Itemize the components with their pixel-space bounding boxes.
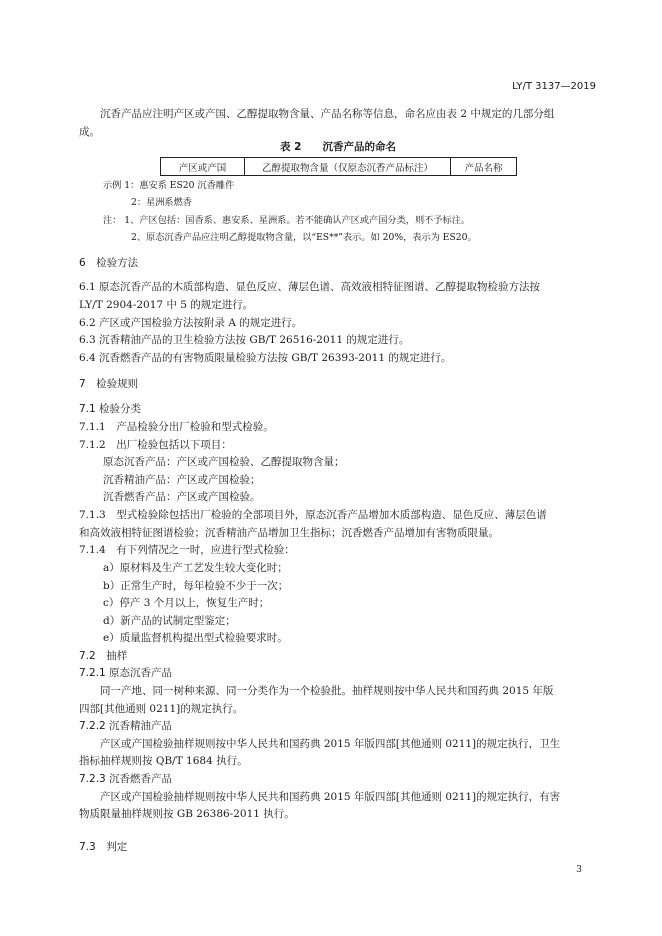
clause-7-2-heading: 7.2 抽样	[79, 650, 128, 662]
section-7-heading: 7 检验规则	[79, 378, 139, 390]
table-caption: 表 2 沉香产品的命名	[280, 141, 396, 153]
list-item: b）正常生产时，每年检验不少于一次；	[103, 580, 289, 592]
clause-7-1-1: 7.1.1 产品检验分出厂检验和型式检验。	[79, 421, 274, 433]
note-1: 注： 1、产区包括：国香系、惠安系、星洲系。若不能确认产区或产国分类，则不予标注。	[103, 215, 471, 226]
standard-code: LY/T 3137—2019	[512, 81, 596, 92]
list-item: c）停产 3 个月以上，恢复生产时；	[103, 597, 270, 609]
clause-7-1-3-line-2: 和高效液相特征图谱检验；沉香精油产品增加卫生指标；沉香燃香产品增加有害物质限量。	[79, 527, 499, 539]
clause-7-2-3-line-1: 产区或产国检验抽样规则按中华人民共和国药典 2015 年版四部[其他通则 0211]的规定执行，有害	[100, 791, 561, 803]
list-item: a）原材料及生产工艺发生较大变化时；	[103, 562, 288, 574]
clause-7-2-2-line-1: 产区或产国检验抽样规则按中华人民共和国药典 2015 年版四部[其他通则 0211]的规定执行，卫生	[100, 738, 561, 750]
page-number: 3	[576, 864, 582, 875]
clause-7-2-1-heading: 7.2.1 原态沉香产品	[79, 667, 173, 679]
clause-7-2-1-line-2: 四部[其他通则 0211]的规定执行。	[79, 703, 244, 715]
clause-6-1-line-1: 6.1 原态沉香产品的木质部构造、显色反应、薄层色谱、高效液相特征图谱、乙醇提取物检验方法按	[79, 281, 541, 293]
clause-6-1-line-2: LY/T 2904-2017 中 5 的规定进行。	[79, 299, 254, 311]
clause-7-2-1-line-1: 同一产地、同一树种来源、同一分类作为一个检验批。抽样规则按中华人民共和国药典 2015 年版	[100, 685, 554, 697]
clause-6-4: 6.4 沉香燃香产品的有害物质限量检验方法按 GB/T 26393-2011 的规定进行。	[79, 352, 452, 364]
example-2: 2：星洲系燃香	[131, 197, 192, 208]
list-item: 沉香精油产品：产区或产国检验；	[103, 474, 261, 486]
clause-7-2-3-line-2: 物质限量抽样规则按 GB 26386-2011 执行。	[79, 808, 295, 820]
table-cell-region: 产区或产国	[161, 158, 245, 176]
example-1: 示例 1：惠安系 ES20 沉香雕件	[103, 180, 235, 191]
list-item: e）质量监督机构提出型式检验要求时。	[103, 632, 288, 644]
table-row	[161, 158, 517, 176]
clause-6-3: 6.3 沉香精油产品的卫生检验方法按 GB/T 26516-2011 的规定进行。	[79, 334, 410, 346]
table-cell-product: 产品名称	[451, 158, 517, 176]
clause-7-3-heading: 7.3 判定	[79, 841, 128, 853]
list-item: 原态沉香产品：产区或产国检验、乙醇提取物含量；	[103, 456, 345, 468]
clause-7-2-2-heading: 7.2.2 沉香精油产品	[79, 720, 173, 732]
list-item: d）新产品的试制定型鉴定；	[103, 615, 236, 627]
list-item: 沉香燃香产品：产区或产国检验。	[103, 491, 261, 503]
table-cell-extract: 乙醇提取物含量（仅原态沉香产品标注）	[245, 158, 451, 176]
clause-7-2-3-heading: 7.2.3 沉香燃香产品	[79, 773, 173, 785]
naming-table	[160, 157, 517, 176]
section-6-heading: 6 检验方法	[79, 257, 139, 269]
clause-7-1-3-line-1: 7.1.3 型式检验除包括出厂检验的全部项目外，原态沉香产品增加木质部构造、显色反应、薄层色谱	[79, 509, 547, 521]
clause-7-1-heading: 7.1 检验分类	[79, 403, 142, 415]
intro-line-2: 成。	[79, 126, 100, 138]
clause-7-1-4: 7.1.4 有下列情况之一时，应进行型式检验：	[79, 544, 295, 556]
intro-line-1: 沉香产品应注明产区或产国、乙醇提取物含量、产品名称等信息，命名应由表 2 中规定的几部分组	[100, 108, 555, 120]
note-2: 2、原态沉香产品应注明乙醇提取物含量，以“ES**”表示。如 20%，表示为 ES20。	[131, 232, 477, 243]
clause-6-2: 6.2 产区或产国检验方法按附录 A 的规定进行。	[79, 317, 303, 329]
clause-7-2-2-line-2: 指标抽样规则按 QB/T 1684 执行。	[79, 755, 248, 767]
clause-7-1-2: 7.1.2 出厂检验包括以下项目：	[79, 439, 232, 451]
